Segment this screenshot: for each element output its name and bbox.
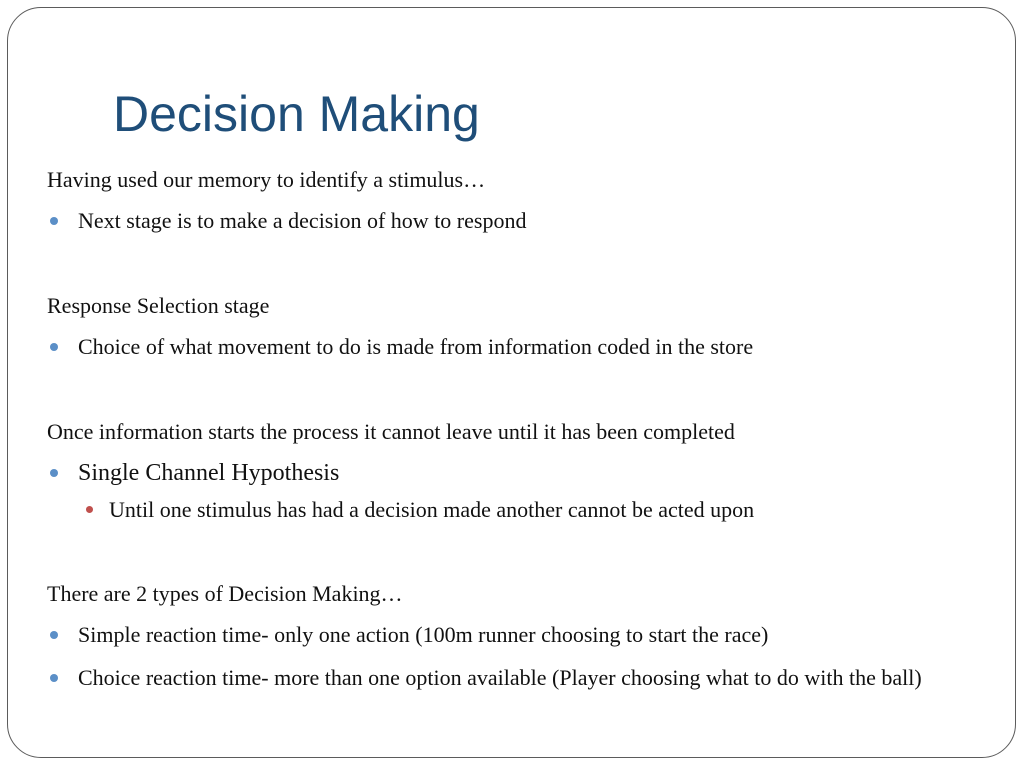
bullet-dot-icon — [50, 469, 58, 477]
bullet-item — [47, 456, 987, 490]
bullet-text: Single Channel Hypothesis — [78, 460, 340, 486]
bullet-text: Simple reaction time- only one action (100m runner choosing to start the race) — [78, 622, 769, 647]
bullet-dot-icon — [50, 631, 58, 639]
bullet-item — [47, 204, 987, 238]
bullet-text: Next stage is to make a decision of how to respond — [78, 208, 527, 233]
sub-bullet-text: Until one stimulus has had a decision made another cannot be acted upon — [109, 497, 755, 522]
bullet-item — [47, 618, 987, 652]
section-heading: Having used our memory to identify a stimulus… — [47, 167, 486, 192]
bullet-item — [47, 330, 987, 364]
section-heading: Response Selection stage — [47, 293, 270, 318]
sub-bullet-item — [47, 494, 987, 526]
section-heading: There are 2 types of Decision Making… — [47, 581, 403, 606]
bullet-dot-icon — [50, 217, 58, 225]
bullet-dot-icon — [50, 674, 58, 682]
sub-bullet-dot-icon — [86, 506, 93, 513]
section-heading: Once information starts the process it cannot leave until it has been completed — [47, 419, 735, 444]
bullet-dot-icon — [50, 343, 58, 351]
slide-title: Decision Making — [113, 86, 480, 142]
slide-content — [47, 164, 987, 695]
bullet-text: Choice of what movement to do is made from information coded in the store — [78, 334, 754, 359]
bullet-text: Choice reaction time- more than one option available (Player choosing what to do with the ball) — [78, 665, 922, 690]
bullet-item — [47, 661, 987, 695]
